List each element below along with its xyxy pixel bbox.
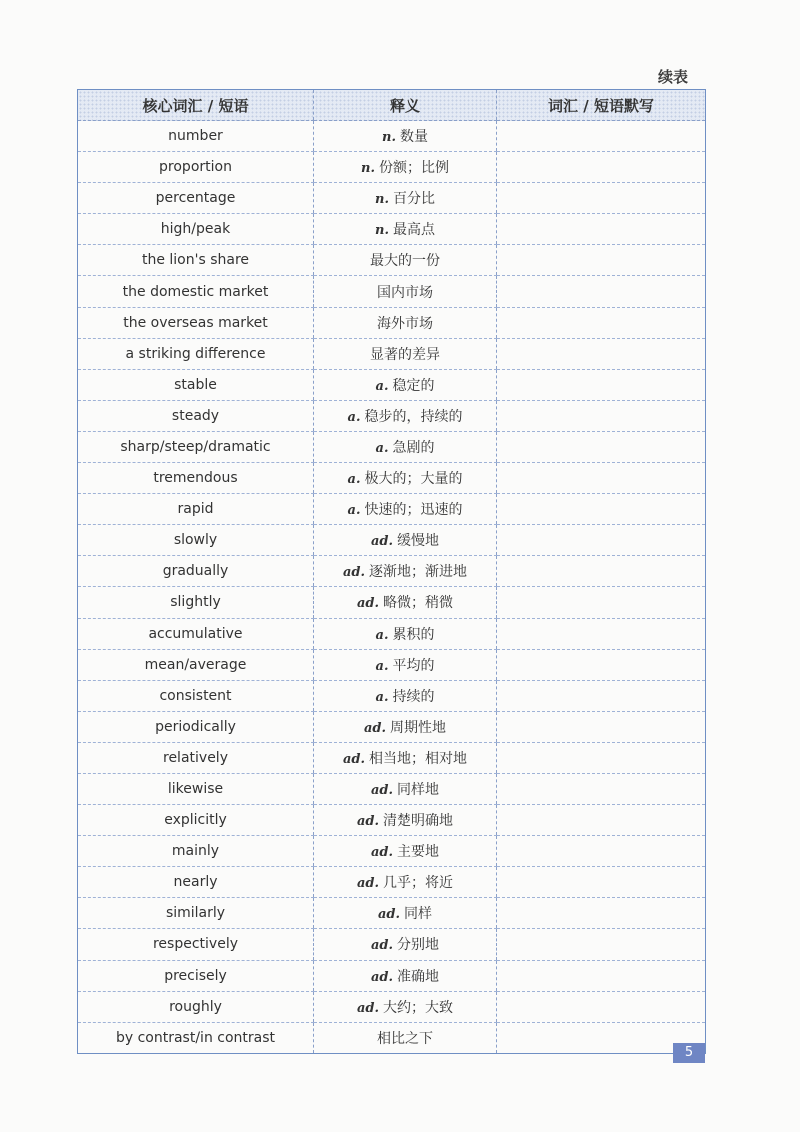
dictation-cell[interactable] xyxy=(497,805,706,836)
table-row xyxy=(78,556,706,587)
meaning-cell xyxy=(314,369,497,400)
part-of-speech: ad. xyxy=(356,876,380,892)
meaning-text: 同样 xyxy=(404,906,433,923)
meaning-text: 清楚明确地 xyxy=(383,813,454,830)
part-of-speech: a. xyxy=(375,658,389,674)
term-cell: consistent xyxy=(78,680,314,711)
table-row xyxy=(78,463,706,494)
dictation-cell[interactable] xyxy=(497,556,706,587)
meaning-text: 数量 xyxy=(399,129,428,146)
meaning-text: 略微；稍微 xyxy=(383,595,454,612)
part-of-speech: ad. xyxy=(356,1000,380,1016)
meaning-text: 相比之下 xyxy=(377,1030,433,1047)
table-row xyxy=(78,867,706,898)
meaning-text: 主要地 xyxy=(397,844,440,861)
dictation-cell[interactable] xyxy=(497,463,706,494)
dictation-cell[interactable] xyxy=(497,711,706,742)
table-row xyxy=(78,773,706,804)
term-cell: roughly xyxy=(78,991,314,1022)
meaning-cell xyxy=(314,680,497,711)
table-row xyxy=(78,494,706,525)
meaning-cell xyxy=(314,245,497,276)
meaning-cell xyxy=(314,898,497,929)
term-cell: accumulative xyxy=(78,618,314,649)
meaning-cell xyxy=(314,587,497,618)
dictation-cell[interactable] xyxy=(497,960,706,991)
meaning-cell xyxy=(314,121,497,152)
meaning-text: 平均的 xyxy=(392,657,435,674)
term-cell: stable xyxy=(78,369,314,400)
table-row xyxy=(78,1022,706,1053)
meaning-text: 稳步的，持续的 xyxy=(364,408,463,425)
dictation-cell[interactable] xyxy=(497,680,706,711)
meaning-cell xyxy=(314,338,497,369)
part-of-speech: ad. xyxy=(370,783,394,799)
term-cell: the domestic market xyxy=(78,276,314,307)
dictation-cell[interactable] xyxy=(497,867,706,898)
table-row xyxy=(78,307,706,338)
dictation-cell[interactable] xyxy=(497,587,706,618)
table-row xyxy=(78,680,706,711)
meaning-cell xyxy=(314,1022,497,1053)
table-row xyxy=(78,400,706,431)
part-of-speech: a. xyxy=(375,440,389,456)
term-cell: percentage xyxy=(78,183,314,214)
term-cell: the overseas market xyxy=(78,307,314,338)
term-cell: a striking difference xyxy=(78,338,314,369)
dictation-cell[interactable] xyxy=(497,898,706,929)
term-cell: steady xyxy=(78,400,314,431)
meaning-text: 极大的；大量的 xyxy=(364,471,463,488)
dictation-cell[interactable] xyxy=(497,431,706,462)
meaning-cell xyxy=(314,152,497,183)
meaning-cell xyxy=(314,463,497,494)
term-cell: periodically xyxy=(78,711,314,742)
meaning-text: 大约；大致 xyxy=(383,999,454,1016)
part-of-speech: ad. xyxy=(342,565,366,581)
table-row xyxy=(78,618,706,649)
meaning-cell xyxy=(314,214,497,245)
meaning-cell xyxy=(314,867,497,898)
meaning-cell xyxy=(314,929,497,960)
meaning-text: 准确地 xyxy=(397,968,440,985)
table-row xyxy=(78,836,706,867)
meaning-text: 最高点 xyxy=(392,222,435,239)
table-row xyxy=(78,805,706,836)
part-of-speech: ad. xyxy=(370,845,394,861)
meaning-cell xyxy=(314,525,497,556)
dictation-cell[interactable] xyxy=(497,742,706,773)
table-row xyxy=(78,152,706,183)
part-of-speech: ad. xyxy=(356,814,380,830)
dictation-cell[interactable] xyxy=(497,276,706,307)
dictation-cell[interactable] xyxy=(497,400,706,431)
part-of-speech: n. xyxy=(375,223,389,239)
header-meaning: 释义 xyxy=(314,90,497,121)
table-row xyxy=(78,338,706,369)
meaning-cell xyxy=(314,556,497,587)
term-cell: sharp/steep/dramatic xyxy=(78,431,314,462)
table-row xyxy=(78,991,706,1022)
term-cell: proportion xyxy=(78,152,314,183)
table-row xyxy=(78,431,706,462)
table-row xyxy=(78,214,706,245)
meaning-text: 急剧的 xyxy=(392,439,435,456)
meaning-text: 国内市场 xyxy=(377,284,433,301)
table-row xyxy=(78,649,706,680)
dictation-cell[interactable] xyxy=(497,183,706,214)
meaning-text: 分别地 xyxy=(397,937,440,954)
term-cell: gradually xyxy=(78,556,314,587)
meaning-text: 周期性地 xyxy=(390,719,447,736)
vocabulary-table xyxy=(77,89,706,1054)
dictation-cell[interactable] xyxy=(497,773,706,804)
term-cell: slowly xyxy=(78,525,314,556)
table-body xyxy=(78,121,706,1054)
meaning-text: 最大的一份 xyxy=(370,253,440,270)
meaning-cell xyxy=(314,183,497,214)
term-cell: the lion's share xyxy=(78,245,314,276)
header-dictation: 词汇 / 短语默写 xyxy=(497,90,706,121)
table-row xyxy=(78,929,706,960)
part-of-speech: n. xyxy=(375,192,389,208)
table-row xyxy=(78,960,706,991)
table-row xyxy=(78,369,706,400)
meaning-text: 累积的 xyxy=(392,626,435,643)
part-of-speech: a. xyxy=(375,627,389,643)
dictation-cell[interactable] xyxy=(497,836,706,867)
part-of-speech: ad. xyxy=(356,596,380,612)
table-row xyxy=(78,711,706,742)
part-of-speech: a. xyxy=(347,409,361,425)
table-row xyxy=(78,121,706,152)
dictation-cell[interactable] xyxy=(497,991,706,1022)
table-row xyxy=(78,276,706,307)
term-cell: high/peak xyxy=(78,214,314,245)
part-of-speech: ad. xyxy=(370,534,394,550)
meaning-cell xyxy=(314,742,497,773)
table-header-row xyxy=(78,90,706,121)
part-of-speech: a. xyxy=(347,472,361,488)
term-cell: by contrast/in contrast xyxy=(115,1029,276,1046)
dictation-cell[interactable] xyxy=(497,929,706,960)
dictation-cell[interactable] xyxy=(497,121,706,152)
term-cell: tremendous xyxy=(78,463,314,494)
part-of-speech: a. xyxy=(347,503,361,519)
meaning-cell xyxy=(314,494,497,525)
meaning-cell xyxy=(314,400,497,431)
term-cell: precisely xyxy=(78,960,314,991)
term-cell: respectively xyxy=(78,929,314,960)
meaning-cell xyxy=(314,649,497,680)
dictation-cell[interactable] xyxy=(497,245,706,276)
term-cell: number xyxy=(78,121,314,152)
meaning-cell xyxy=(314,991,497,1022)
table-row xyxy=(78,525,706,556)
header-term: 核心词汇 / 短语 xyxy=(78,90,314,121)
part-of-speech: a. xyxy=(375,378,389,394)
meaning-text: 快速的；迅速的 xyxy=(364,502,463,519)
part-of-speech: n. xyxy=(361,161,375,177)
meaning-text: 逐渐地；渐进地 xyxy=(369,564,468,581)
part-of-speech: ad. xyxy=(342,751,366,767)
meaning-text: 持续的 xyxy=(392,688,435,705)
term-cell: slightly xyxy=(78,587,314,618)
dictation-cell[interactable] xyxy=(497,214,706,245)
meaning-text: 相当地；相对地 xyxy=(369,750,468,767)
meaning-text: 稳定的 xyxy=(392,377,435,394)
dictation-cell[interactable] xyxy=(497,618,706,649)
meaning-text: 缓慢地 xyxy=(397,533,440,550)
part-of-speech: n. xyxy=(382,130,396,146)
term-cell: explicitly xyxy=(78,805,314,836)
term-cell: rapid xyxy=(78,494,314,525)
part-of-speech: ad. xyxy=(370,938,394,954)
term-cell: nearly xyxy=(78,867,314,898)
meaning-cell xyxy=(314,307,497,338)
table-row xyxy=(78,898,706,929)
dictation-cell[interactable] xyxy=(497,649,706,680)
meaning-text: 显著的差异 xyxy=(370,346,440,363)
term-cell: mainly xyxy=(78,836,314,867)
meaning-text: 同样地 xyxy=(397,782,440,799)
meaning-cell xyxy=(314,618,497,649)
term-cell: relatively xyxy=(78,742,314,773)
page-number-badge: 5 xyxy=(673,1043,705,1063)
table-row xyxy=(78,245,706,276)
dictation-cell[interactable] xyxy=(497,525,706,556)
term-cell: mean/average xyxy=(78,649,314,680)
meaning-cell xyxy=(314,711,497,742)
dictation-cell[interactable] xyxy=(497,338,706,369)
table-row xyxy=(78,183,706,214)
meaning-cell xyxy=(314,276,497,307)
dictation-cell[interactable] xyxy=(497,494,706,525)
meaning-cell xyxy=(314,431,497,462)
term-cell: likewise xyxy=(78,773,314,804)
meaning-cell xyxy=(314,960,497,991)
table-row xyxy=(78,587,706,618)
part-of-speech: ad. xyxy=(363,720,387,736)
part-of-speech: ad. xyxy=(370,969,394,985)
part-of-speech: ad. xyxy=(377,907,401,923)
meaning-cell xyxy=(314,805,497,836)
meaning-text: 份额；比例 xyxy=(378,160,449,177)
meaning-text: 几乎；将近 xyxy=(383,875,454,892)
continued-label: 续表 xyxy=(657,68,688,86)
dictation-cell[interactable] xyxy=(497,307,706,338)
part-of-speech: a. xyxy=(375,689,389,705)
term-cell: similarly xyxy=(78,898,314,929)
meaning-text: 海外市场 xyxy=(377,315,433,332)
dictation-cell[interactable] xyxy=(497,369,706,400)
meaning-cell xyxy=(314,836,497,867)
table-row xyxy=(78,742,706,773)
meaning-cell xyxy=(314,773,497,804)
meaning-text: 百分比 xyxy=(392,191,435,208)
dictation-cell[interactable] xyxy=(497,152,706,183)
